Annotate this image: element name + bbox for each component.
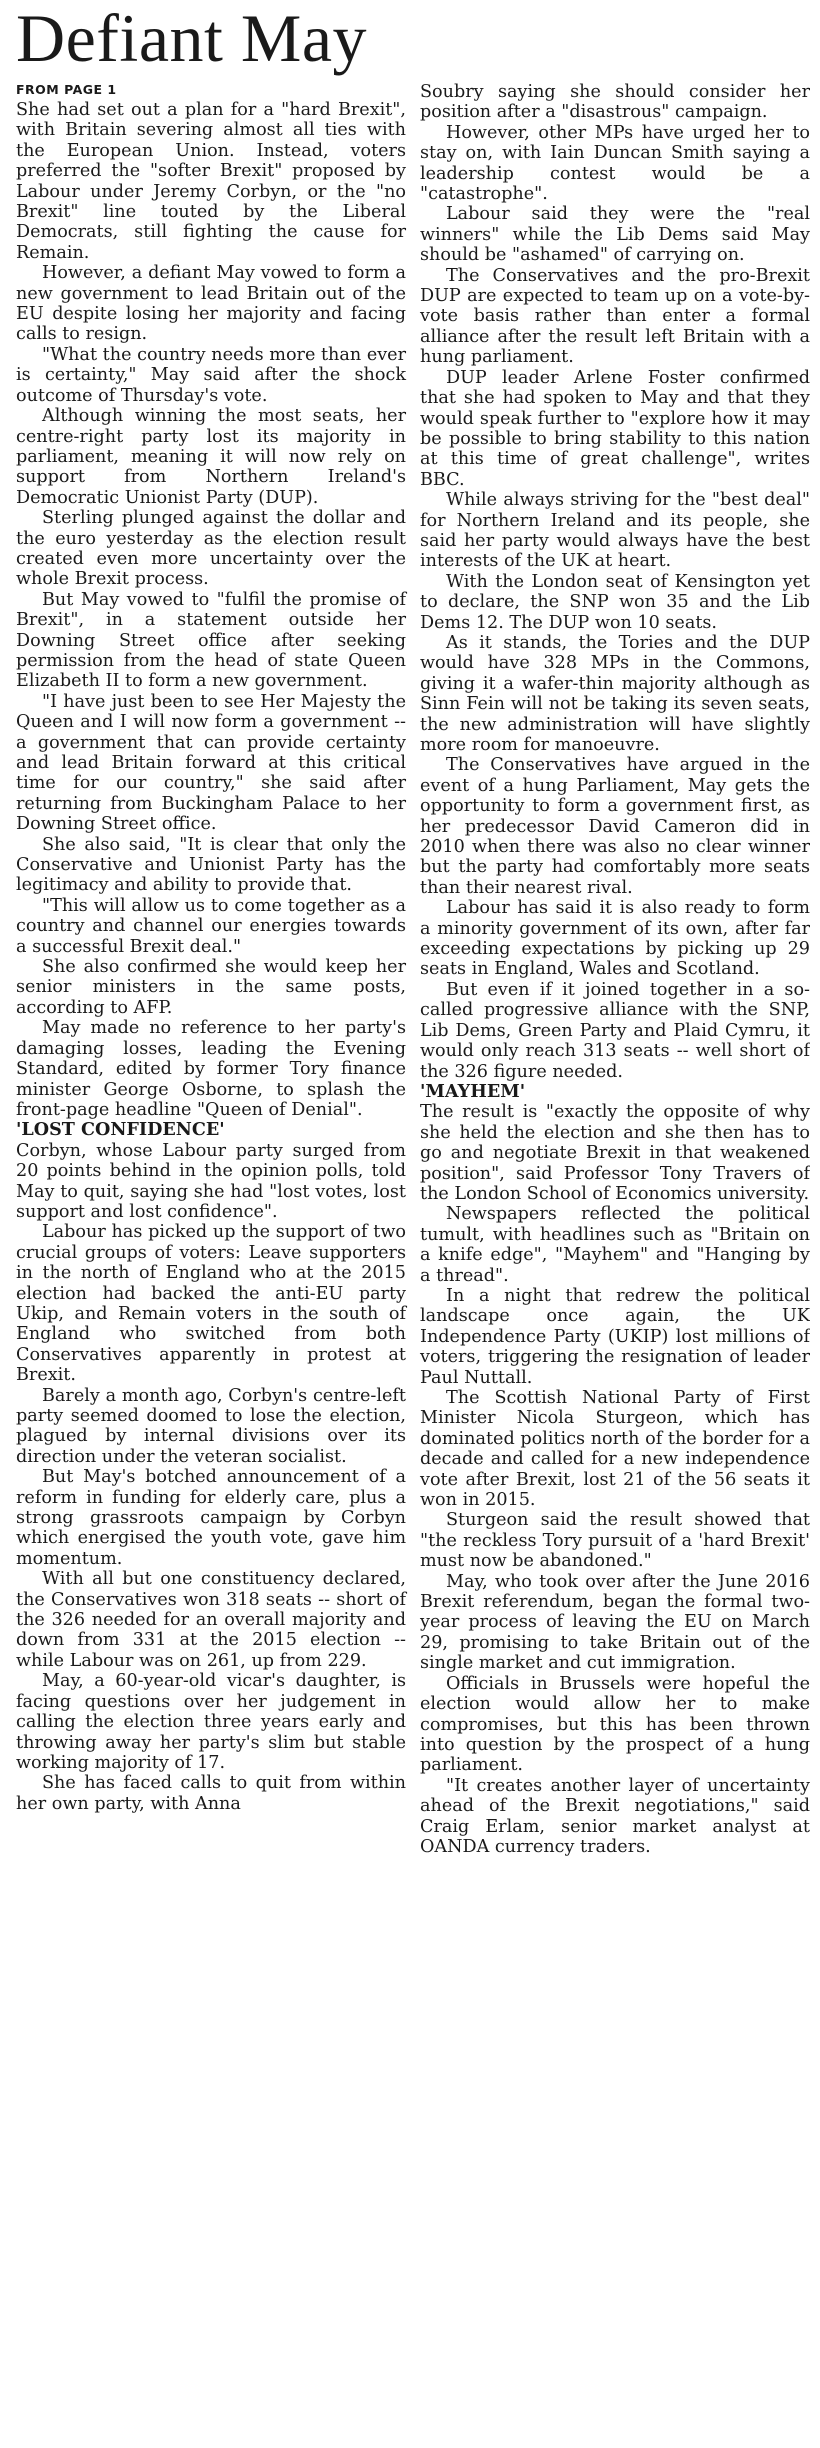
headline: Defiant May <box>16 0 368 76</box>
paragraph: As it stands, the Tories and the DUP would have 328 MPs in the Commons, giving it a wafer-thin majority although as Sinn Fein will not be taking its seven seats, the new administration will have slightly more room for manoeuvre. <box>420 632 810 755</box>
paragraph: With all but one constituency declared, the Conservatives won 318 seats -- short of the 326 needed for an overall majority and down from 331 at the 2015 election -- while Labour was on 261, up from 229. <box>16 1569 406 1671</box>
paragraph: "I have just been to see Her Majesty the Queen and I will now form a government -- a government that can provide certainty and lead Britain forward at this critical time for our country," she said after returning from Buckingham Palace to her Downing Street office. <box>16 691 406 835</box>
paragraph: The result is "exactly the opposite of why she held the election and she then has to go and negotiate Brexit in that weakened position", said Professor Tony Travers of the London School of Economics university. <box>420 1102 810 1204</box>
paragraph: Labour has said it is also ready to form a minority government of its own, after far exceeding expectations by picking up 29 seats in England, Wales and Scotland. <box>420 898 810 980</box>
paragraph: Sterling plunged against the dollar and the euro yesterday as the election result created even more uncertainty over the whole Brexit process. <box>16 508 406 590</box>
paragraph: However, a defiant May vowed to form a new government to lead Britain out of the EU despite losing her majority and facing calls to resign. <box>16 263 406 345</box>
paragraph: The Scottish National Party of First Minister Nicola Sturgeon, which has dominated politics north of the border for a decade and called for a new independence vote after Brexit, lost 21 of the 56 seats it won in 2015. <box>420 1388 810 1511</box>
paragraph: Although winning the most seats, her centre-right party lost its majority in parliament, meaning it will now rely on support from Northern Ireland's Democratic Unionist Party (DUP). <box>16 406 406 508</box>
paragraph: May, a 60-year-old vicar's daughter, is facing questions over her judgement in calling the election three years early and throwing away her party's slim but stable working majority of 17. <box>16 1671 406 1773</box>
paragraph: With the London seat of Kensington yet to declare, the SNP won 35 and the Lib Dems 12. The DUP won 10 seats. <box>420 571 810 633</box>
paragraph: However, other MPs have urged her to stay on, with Iain Duncan Smith saying a leadership contest would be a "catastrophe". <box>420 122 810 205</box>
paragraph: Sturgeon said the result showed that "the reckless Tory pursuit of a 'hard Brexit' must now be abandoned." <box>420 1510 810 1572</box>
paragraph: She also said, "It is clear that only the Conservative and Unionist Party has the legitimacy and ability to provide that. <box>16 834 406 896</box>
paragraph: She has faced calls to quit from within her own party, with Anna <box>16 1773 406 1814</box>
paragraph: In a night that redrew the political landscape once again, the UK Independence Party (UKIP) lost millions of voters, triggering the resignation of leader Paul Nuttall. <box>420 1285 810 1388</box>
subheading: 'LOST CONFIDENCE' <box>16 1119 225 1141</box>
paragraph: May made no reference to her party's damaging losses, leading the Evening Standard, edited by former Tory finance minister George Osborne, to splash the front-page headline "Queen of Denial". <box>16 1018 406 1120</box>
left-column-body <box>16 100 406 1814</box>
paragraph: "It creates another layer of uncertainty ahead of the Brexit negotiations," said Craig Erlam, senior market analyst at OANDA currency traders. <box>420 1775 810 1857</box>
subheading: 'MAYHEM' <box>420 1080 526 1102</box>
paragraph: Corbyn, whose Labour party surged from 20 points behind in the opinion polls, told May to quit, saying she had "lost votes, lost support and lost confidence". <box>16 1140 406 1222</box>
paragraph: Newspapers reflected the political tumult, with headlines such as "Britain on a knife edge", "Mayhem" and "Hanging by a thread". <box>420 1204 810 1286</box>
paragraph: Barely a month ago, Corbyn's centre-left party seemed doomed to lose the election, plagued by internal divisions over its direction under the veteran socialist. <box>16 1385 406 1467</box>
paragraph: "This will allow us to come together as a country and channel our energies towards a successful Brexit deal." <box>16 895 406 957</box>
paragraph: May, who took over after the June 2016 Brexit referendum, began the formal two-year process of leaving the EU on March 29, promising to take Britain out of the single market and cut immigration. <box>420 1571 810 1674</box>
paragraph: The Conservatives and the pro-Brexit DUP are expected to team up on a vote-by-vote basis rather than enter a formal alliance after the result left Britain with a hung parliament. <box>420 265 810 368</box>
paragraph: But May vowed to "fulfil the promise of Brexit", in a statement outside her Downing Street office after seeking permission from the head of state Queen Elizabeth II to form a new government. <box>16 589 406 692</box>
paragraph: DUP leader Arlene Foster confirmed that she had spoken to May and that they would speak further to "explore how it may be possible to bring stability to this nation at this time of great challenge", writes BBC. <box>420 367 810 490</box>
paragraph: But May's botched announcement of a reform in funding for elderly care, plus a strong grassroots campaign by Corbyn which energised the youth vote, gave him momentum. <box>16 1467 406 1569</box>
paragraph: She had set out a plan for a "hard Brexit", with Britain severing almost all ties with the European Union. Instead, voters preferred the "softer Brexit" proposed by Labour under Jeremy Corbyn, or the "no Brexit" line touted by the Liberal Democrats, still fighting the cause for Remain. <box>16 100 406 263</box>
paragraph: Labour said they were the "real winners" while the Lib Dems said May should be "ashamed" of carrying on. <box>420 204 810 266</box>
paragraph: While always striving for the "best deal" for Northern Ireland and its people, she said her party would always have the best interests of the UK at heart. <box>420 490 810 572</box>
paragraph: She also confirmed she would keep her senior ministers in the same posts, according to AFP. <box>16 957 406 1018</box>
kicker: FROM PAGE 1 <box>16 82 117 97</box>
right-column-body <box>420 82 810 1857</box>
article-columns <box>16 82 810 2442</box>
right-column <box>416 82 810 2442</box>
paragraph: But even if it joined together in a so-called progressive alliance with the SNP, Lib Dems, Green Party and Plaid Cymru, it would only reach 313 seats -- well short of the 326 figure needed. <box>420 979 810 1082</box>
paragraph: Soubry saying she should consider her position after a "disastrous" campaign. <box>420 82 810 123</box>
paragraph: The Conservatives have argued in the event of a hung Parliament, May gets the opportunity to form a government first, as her predecessor David Cameron did in 2010 when there was also no clear winner but the party had comfortably more seats than their nearest rival. <box>420 755 810 898</box>
paragraph: "What the country needs more than ever is certainty," May said after the shock outcome of Thursday's vote. <box>16 344 406 406</box>
paragraph: Labour has picked up the support of two crucial groups of voters: Leave supporters in the north of England who at the 2015 election had backed the anti-EU party Ukip, and Remain voters in the south of England who switched from both Conservatives apparently in protest at Brexit. <box>16 1222 406 1386</box>
left-column <box>16 82 410 2442</box>
paragraph: Officials in Brussels were hopeful the election would allow her to make compromises, but this has been thrown into question by the prospect of a hung parliament. <box>420 1673 810 1776</box>
